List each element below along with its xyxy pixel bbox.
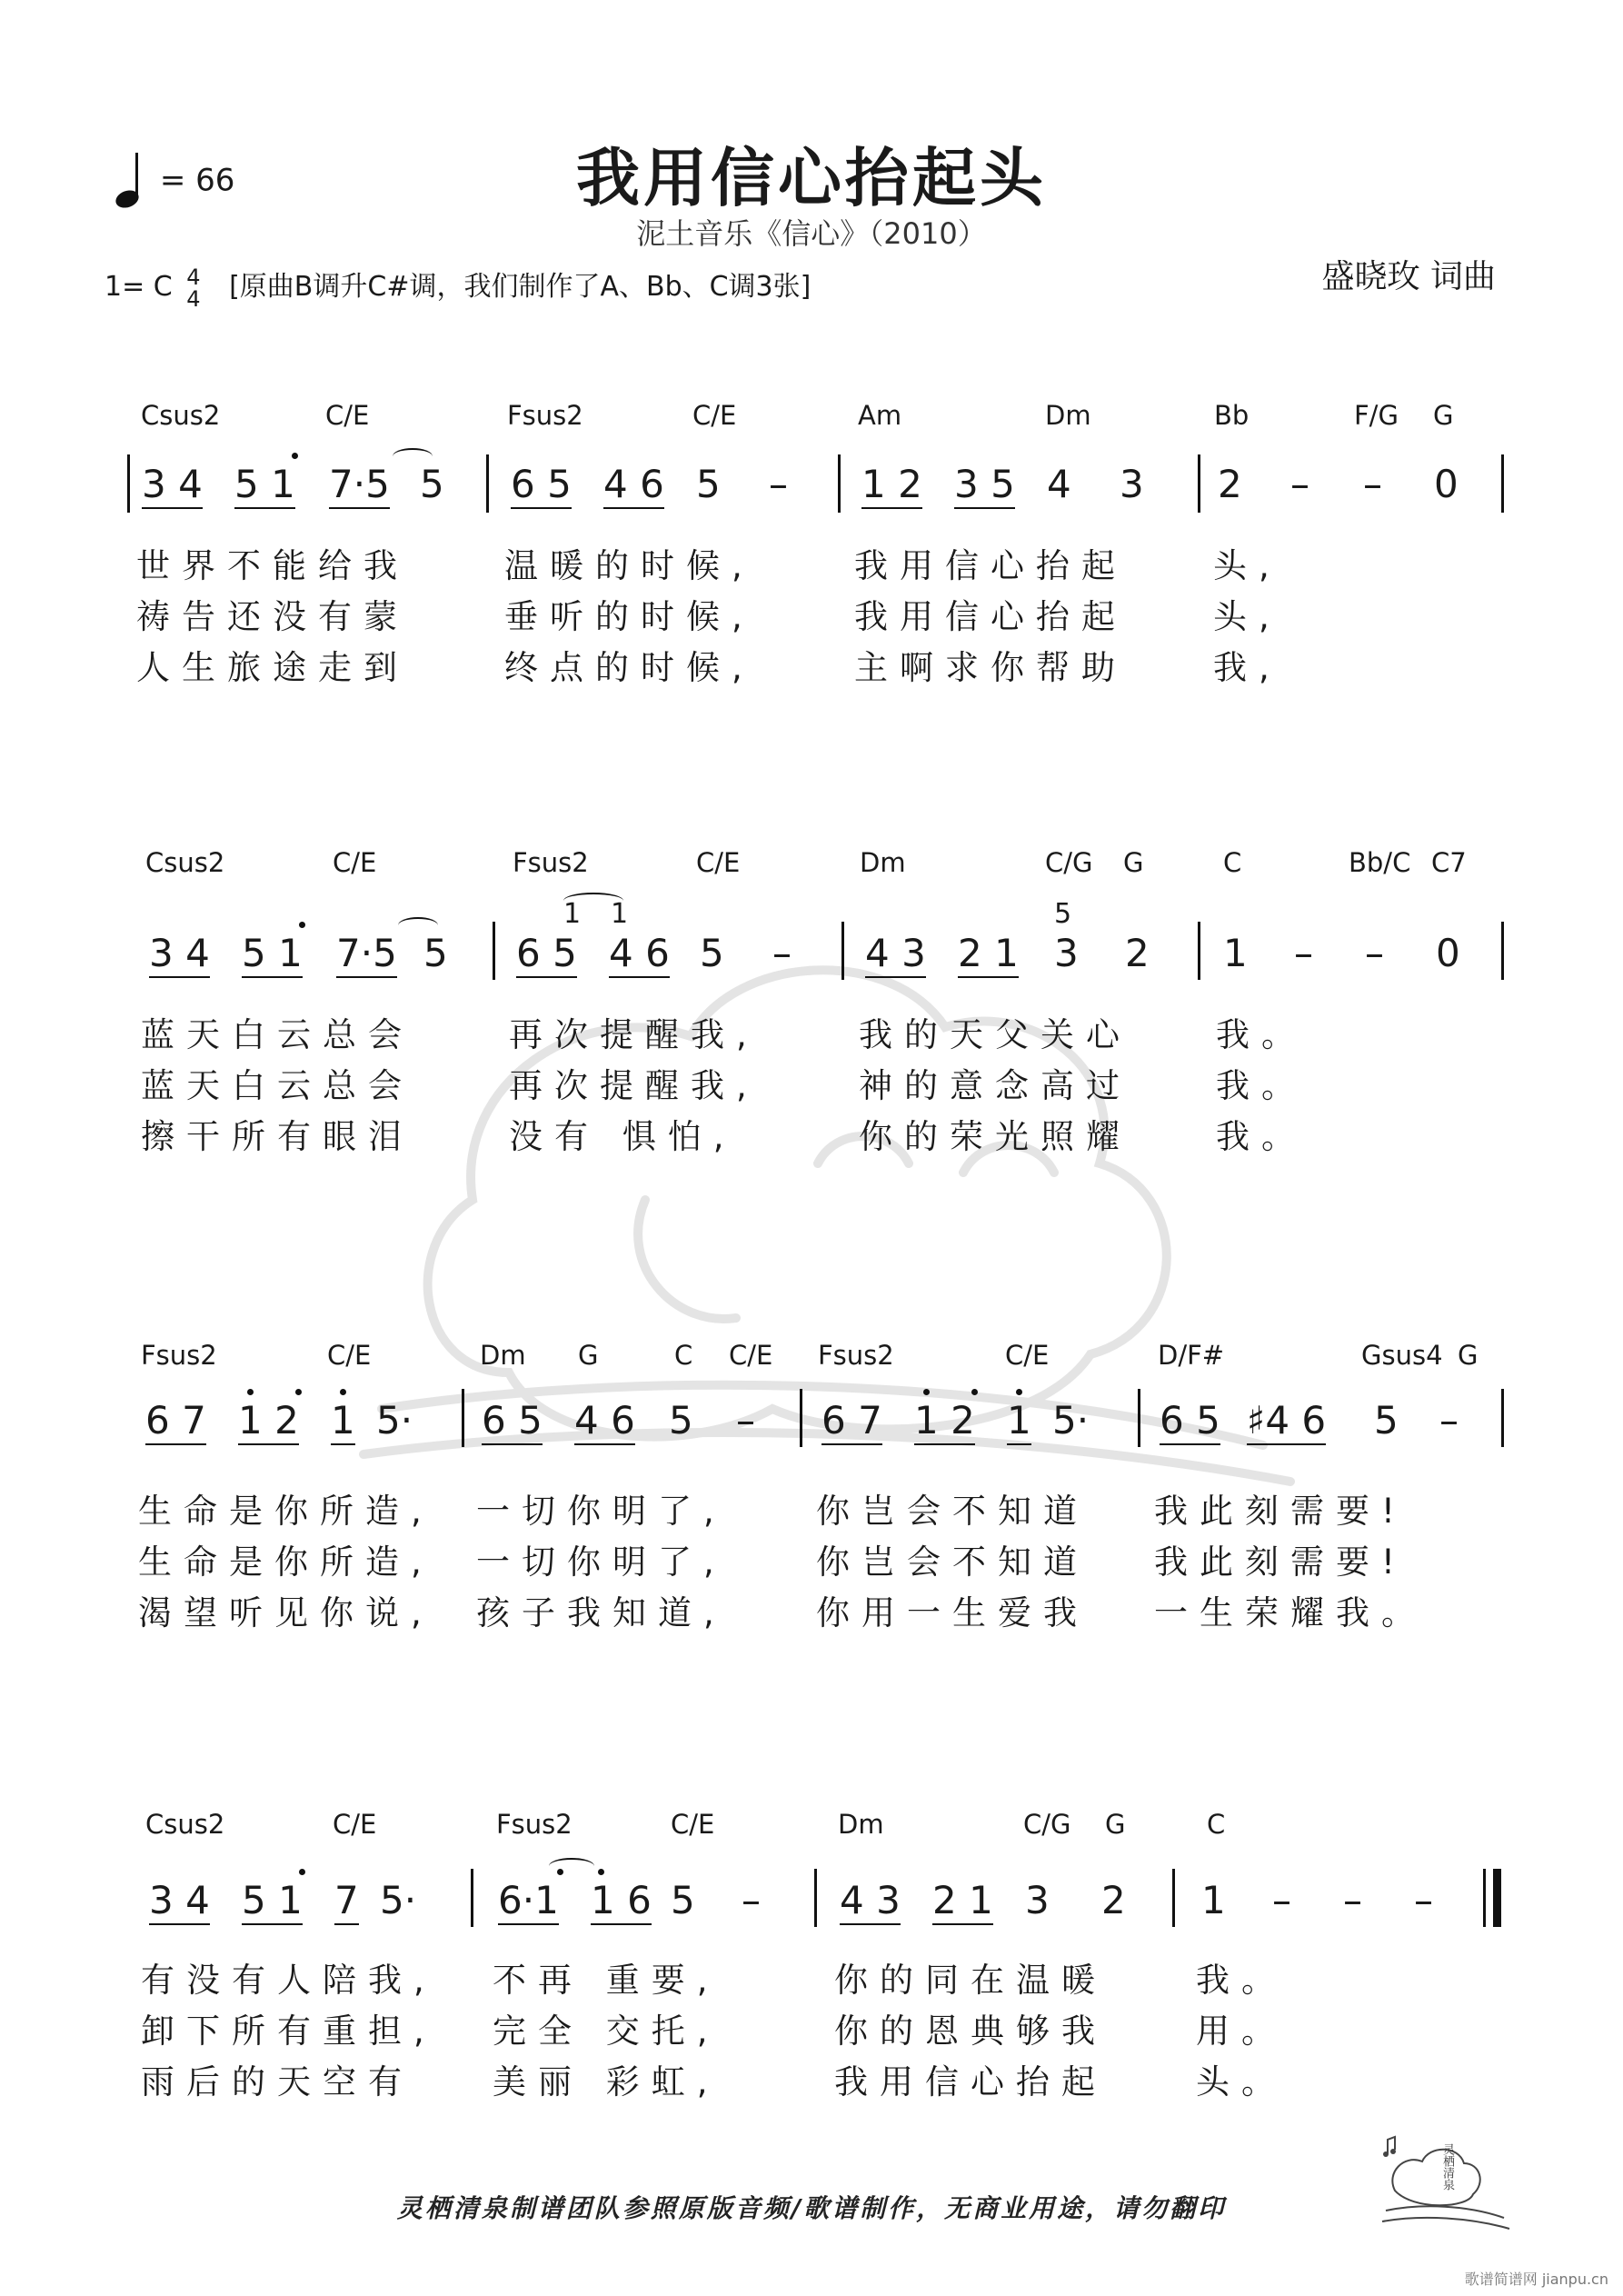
lyric: 你岂会不知道 bbox=[816, 1492, 1089, 1531]
lyric: 生命是你所造, bbox=[138, 1542, 433, 1582]
barline bbox=[1501, 922, 1504, 980]
lyric: 蓝天白云总会 bbox=[141, 1015, 413, 1054]
rest: 0 bbox=[1436, 931, 1460, 975]
chord: F/G bbox=[1354, 400, 1399, 431]
lyric: 有没有人陪我, bbox=[141, 1961, 436, 2000]
high-octave-dot bbox=[292, 453, 298, 459]
time-signature-top: 4 bbox=[186, 264, 201, 290]
note: 5· bbox=[380, 1878, 417, 1922]
chord: Dm bbox=[1045, 400, 1091, 431]
chord: Bb bbox=[1214, 400, 1250, 431]
chord: Csus2 bbox=[145, 1809, 225, 1840]
chord: C/E bbox=[729, 1340, 773, 1371]
note-group: 4 6 bbox=[574, 1398, 635, 1445]
note-group: 1 6 bbox=[591, 1878, 652, 1925]
barline bbox=[838, 454, 841, 513]
note: 3 bbox=[1054, 931, 1079, 975]
chord: C/E bbox=[1005, 1340, 1050, 1371]
barline bbox=[1501, 1389, 1504, 1447]
dash: – bbox=[1343, 1878, 1362, 1922]
note-group: 6 5 bbox=[516, 931, 577, 978]
chord: D/F# bbox=[1158, 1340, 1225, 1371]
time-signature bbox=[186, 266, 200, 310]
lyric: 我。 bbox=[1216, 1066, 1307, 1105]
tie-arc bbox=[549, 1858, 594, 1874]
chord: Csus2 bbox=[141, 400, 221, 431]
note-group: 6·1 bbox=[498, 1878, 559, 1925]
lyric: 我。 bbox=[1196, 1961, 1287, 2000]
lyric: 一切你明了, bbox=[476, 1542, 726, 1582]
final-barline-thick bbox=[1493, 1869, 1501, 1927]
footer-credit: 灵栖清泉制谱团队参照原版音频/歌谱制作，无商业用途，请勿翻印 bbox=[396, 2193, 1227, 2223]
lyric: 头, bbox=[1213, 546, 1281, 585]
lyric: 一生荣耀我。 bbox=[1154, 1593, 1427, 1632]
barline bbox=[1138, 1389, 1140, 1447]
note: 5 bbox=[420, 462, 444, 506]
lyric: 没有 惧怕, bbox=[509, 1117, 736, 1156]
lyric: 人生旅途走到 bbox=[136, 648, 409, 687]
lyric: 我此刻需要! bbox=[1154, 1542, 1407, 1582]
high-octave-dot bbox=[923, 1389, 930, 1395]
chord: C/E bbox=[325, 400, 370, 431]
dash: – bbox=[1414, 1878, 1433, 1922]
note: 5· bbox=[1052, 1398, 1090, 1442]
chord: C bbox=[674, 1340, 693, 1371]
dash: – bbox=[1365, 931, 1384, 975]
chord: G bbox=[1105, 1809, 1126, 1840]
chord: G bbox=[1123, 847, 1144, 878]
lyric: 我用信心抬起 bbox=[834, 2062, 1107, 2101]
chord: Fsus2 bbox=[513, 847, 589, 878]
chord: G bbox=[578, 1340, 599, 1371]
lyric: 我用信心抬起 bbox=[854, 597, 1127, 636]
lyric: 温暖的时候, bbox=[504, 546, 754, 585]
chord: C/G bbox=[1045, 847, 1093, 878]
note-group: 3 4 bbox=[149, 931, 210, 978]
barline bbox=[493, 922, 495, 980]
lyric: 头。 bbox=[1196, 2062, 1287, 2101]
barline bbox=[841, 922, 844, 980]
note-group: 5 1 bbox=[234, 462, 295, 509]
note: 1 bbox=[331, 1398, 355, 1445]
note-group: 3 4 bbox=[149, 1878, 210, 1925]
lyric: 生命是你所造, bbox=[138, 1492, 433, 1531]
barline bbox=[1172, 1869, 1175, 1927]
lyric: 再次提醒我, bbox=[509, 1066, 759, 1105]
high-octave-dot bbox=[295, 1389, 302, 1395]
chord: Csus2 bbox=[145, 847, 225, 878]
chord: Fsus2 bbox=[496, 1809, 573, 1840]
note-group: 3 4 bbox=[142, 462, 203, 509]
lyric: 神的意念高过 bbox=[859, 1066, 1131, 1105]
note: 1 bbox=[1223, 931, 1248, 975]
high-octave-dot bbox=[598, 1869, 604, 1875]
note-group: 7·5 bbox=[336, 931, 397, 978]
logo-text: 灵栖清泉 bbox=[1440, 2143, 1454, 2191]
note: 5 bbox=[696, 462, 721, 506]
chord: Am bbox=[858, 400, 902, 431]
barline bbox=[1501, 454, 1504, 513]
lyric: 蓝天白云总会 bbox=[141, 1066, 413, 1105]
note-group: ♯4 6 bbox=[1247, 1398, 1326, 1445]
lyric: 再次提醒我, bbox=[509, 1015, 759, 1054]
lyric: 卸下所有重担, bbox=[141, 2011, 436, 2051]
lyric: 美丽 彩虹, bbox=[493, 2062, 720, 2101]
barline bbox=[1198, 454, 1200, 513]
lyric: 用。 bbox=[1196, 2011, 1287, 2051]
chord: Dm bbox=[860, 847, 906, 878]
chord: Bb/C bbox=[1349, 847, 1411, 878]
chord: Fsus2 bbox=[818, 1340, 894, 1371]
time-signature-bottom: 4 bbox=[186, 285, 201, 312]
tempo-value: = 66 bbox=[159, 162, 235, 199]
chord: Fsus2 bbox=[141, 1340, 217, 1371]
dash: – bbox=[742, 1878, 761, 1922]
note-group: 6 7 bbox=[821, 1398, 882, 1445]
barline bbox=[1198, 922, 1200, 980]
note-group: 6 5 bbox=[482, 1398, 543, 1445]
high-octave-dot bbox=[247, 1389, 254, 1395]
chord: Fsus2 bbox=[507, 400, 583, 431]
lyric: 你的恩典够我 bbox=[834, 2011, 1107, 2051]
note: 5 bbox=[671, 1878, 695, 1922]
author-credit: 盛晓玫 词曲 bbox=[1321, 258, 1496, 295]
lyric: 头, bbox=[1213, 597, 1281, 636]
lyric: 世界不能给我 bbox=[136, 546, 409, 585]
upper-note: 5 bbox=[1054, 898, 1072, 930]
lyric: 我此刻需要! bbox=[1154, 1492, 1407, 1531]
lyric: 我的天父关心 bbox=[859, 1015, 1131, 1054]
note: 3 bbox=[1025, 1878, 1050, 1922]
note-group: 5 1 bbox=[242, 931, 303, 978]
chord: G bbox=[1433, 400, 1454, 431]
barline bbox=[800, 1389, 802, 1447]
note-group: 4 3 bbox=[840, 1878, 901, 1925]
lyric: 我。 bbox=[1216, 1015, 1307, 1054]
note: 5· bbox=[376, 1398, 413, 1442]
note: 2 bbox=[1218, 462, 1242, 506]
dash: – bbox=[772, 931, 792, 975]
lyric: 你岂会不知道 bbox=[816, 1542, 1089, 1582]
dash: – bbox=[736, 1398, 755, 1442]
note-group: 3 5 bbox=[954, 462, 1015, 509]
lyric: 你用一生爱我 bbox=[816, 1593, 1089, 1632]
lyric: 垂听的时候, bbox=[504, 597, 754, 636]
note: 2 bbox=[1101, 1878, 1126, 1922]
note-group: 4 3 bbox=[865, 931, 926, 978]
chord: C/E bbox=[333, 847, 377, 878]
site-watermark: 歌谱简谱网 jianpu.cn bbox=[1464, 2271, 1608, 2288]
lyric: 终点的时候, bbox=[504, 648, 754, 687]
lyric: 主啊求你帮助 bbox=[854, 648, 1127, 687]
note: 7 bbox=[334, 1878, 359, 1925]
lyric: 你的同在温暖 bbox=[834, 1961, 1107, 2000]
note-group: 2 1 bbox=[958, 931, 1019, 978]
note: 3 bbox=[1120, 462, 1144, 506]
barline bbox=[127, 454, 130, 513]
barline bbox=[814, 1869, 817, 1927]
note-group: 4 6 bbox=[603, 462, 664, 509]
rest: 0 bbox=[1434, 462, 1459, 506]
key-signature: 1= C bbox=[105, 271, 173, 303]
dash: – bbox=[1439, 1398, 1459, 1442]
upper-note: 1 bbox=[563, 898, 582, 930]
chord: C bbox=[1207, 1809, 1226, 1840]
lyric: 雨后的天空有 bbox=[141, 2062, 413, 2101]
final-barline-thin bbox=[1483, 1869, 1486, 1927]
note: 4 bbox=[1047, 462, 1071, 506]
chord: G bbox=[1458, 1340, 1479, 1371]
note-group: 7·5 bbox=[329, 462, 390, 509]
chord: C/E bbox=[671, 1809, 715, 1840]
tie-arc bbox=[398, 917, 438, 933]
note-group: 1 2 bbox=[238, 1398, 299, 1445]
dash: – bbox=[1363, 462, 1382, 506]
barline bbox=[462, 1389, 464, 1447]
chord: C bbox=[1223, 847, 1242, 878]
high-octave-dot bbox=[340, 1389, 346, 1395]
chord: C/E bbox=[692, 400, 737, 431]
chord: Dm bbox=[480, 1340, 526, 1371]
barline bbox=[486, 454, 489, 513]
lyric: 你的荣光照耀 bbox=[859, 1117, 1131, 1156]
barline bbox=[471, 1869, 473, 1927]
note-group: 2 1 bbox=[932, 1878, 993, 1925]
lyric: 一切你明了, bbox=[476, 1492, 726, 1531]
note: 5 bbox=[1374, 1398, 1399, 1442]
note-group: 1 2 bbox=[914, 1398, 975, 1445]
note-group: 6 5 bbox=[511, 462, 572, 509]
chord: Dm bbox=[838, 1809, 884, 1840]
key-note: [原曲B调升C#调，我们制作了A、Bb、C调3张] bbox=[229, 271, 812, 303]
note: 2 bbox=[1125, 931, 1150, 975]
dash: – bbox=[1272, 1878, 1291, 1922]
lyric: 渴望听见你说, bbox=[138, 1593, 433, 1632]
key-signature-line bbox=[105, 264, 811, 310]
chord: C/E bbox=[696, 847, 741, 878]
lyric: 我, bbox=[1213, 648, 1281, 687]
upper-note: 1 bbox=[611, 898, 629, 930]
dash: – bbox=[1290, 462, 1309, 506]
note: 1 bbox=[1007, 1398, 1031, 1445]
lyric: 擦干所有眼泪 bbox=[141, 1117, 413, 1156]
chord: C7 bbox=[1431, 847, 1467, 878]
high-octave-dot bbox=[1016, 1389, 1022, 1395]
chord: C/G bbox=[1023, 1809, 1071, 1840]
brand-logo bbox=[1377, 2127, 1513, 2236]
note-group: 1 2 bbox=[861, 462, 922, 509]
note: 5 bbox=[423, 931, 448, 975]
lyric: 孩子我知道, bbox=[476, 1593, 726, 1632]
dash: – bbox=[769, 462, 788, 506]
lyric: 我用信心抬起 bbox=[854, 546, 1127, 585]
lyric: 祷告还没有蒙 bbox=[136, 597, 409, 636]
note-group: 5 1 bbox=[242, 1878, 303, 1925]
dash: – bbox=[1294, 931, 1313, 975]
note-group: 6 7 bbox=[145, 1398, 206, 1445]
note: 5 bbox=[700, 931, 724, 975]
song-title: 我用信心抬起头 bbox=[576, 141, 1047, 215]
note-group: 6 5 bbox=[1160, 1398, 1220, 1445]
note: 5 bbox=[669, 1398, 693, 1442]
chord: Gsus4 bbox=[1361, 1340, 1443, 1371]
note-group: 4 6 bbox=[609, 931, 670, 978]
note: 1 bbox=[1201, 1878, 1226, 1922]
chord: C/E bbox=[327, 1340, 372, 1371]
tie-arc bbox=[393, 448, 433, 464]
high-octave-dot bbox=[971, 1389, 978, 1395]
song-subtitle: 泥土音乐《信心》（2010） bbox=[636, 216, 987, 251]
high-octave-dot bbox=[299, 922, 305, 928]
lyric: 完全 交托, bbox=[493, 2011, 720, 2051]
lyric: 不再 重要, bbox=[493, 1961, 720, 2000]
high-octave-dot bbox=[299, 1869, 305, 1875]
lyric: 我。 bbox=[1216, 1117, 1307, 1156]
tie-arc bbox=[563, 893, 623, 909]
chord: C/E bbox=[333, 1809, 377, 1840]
